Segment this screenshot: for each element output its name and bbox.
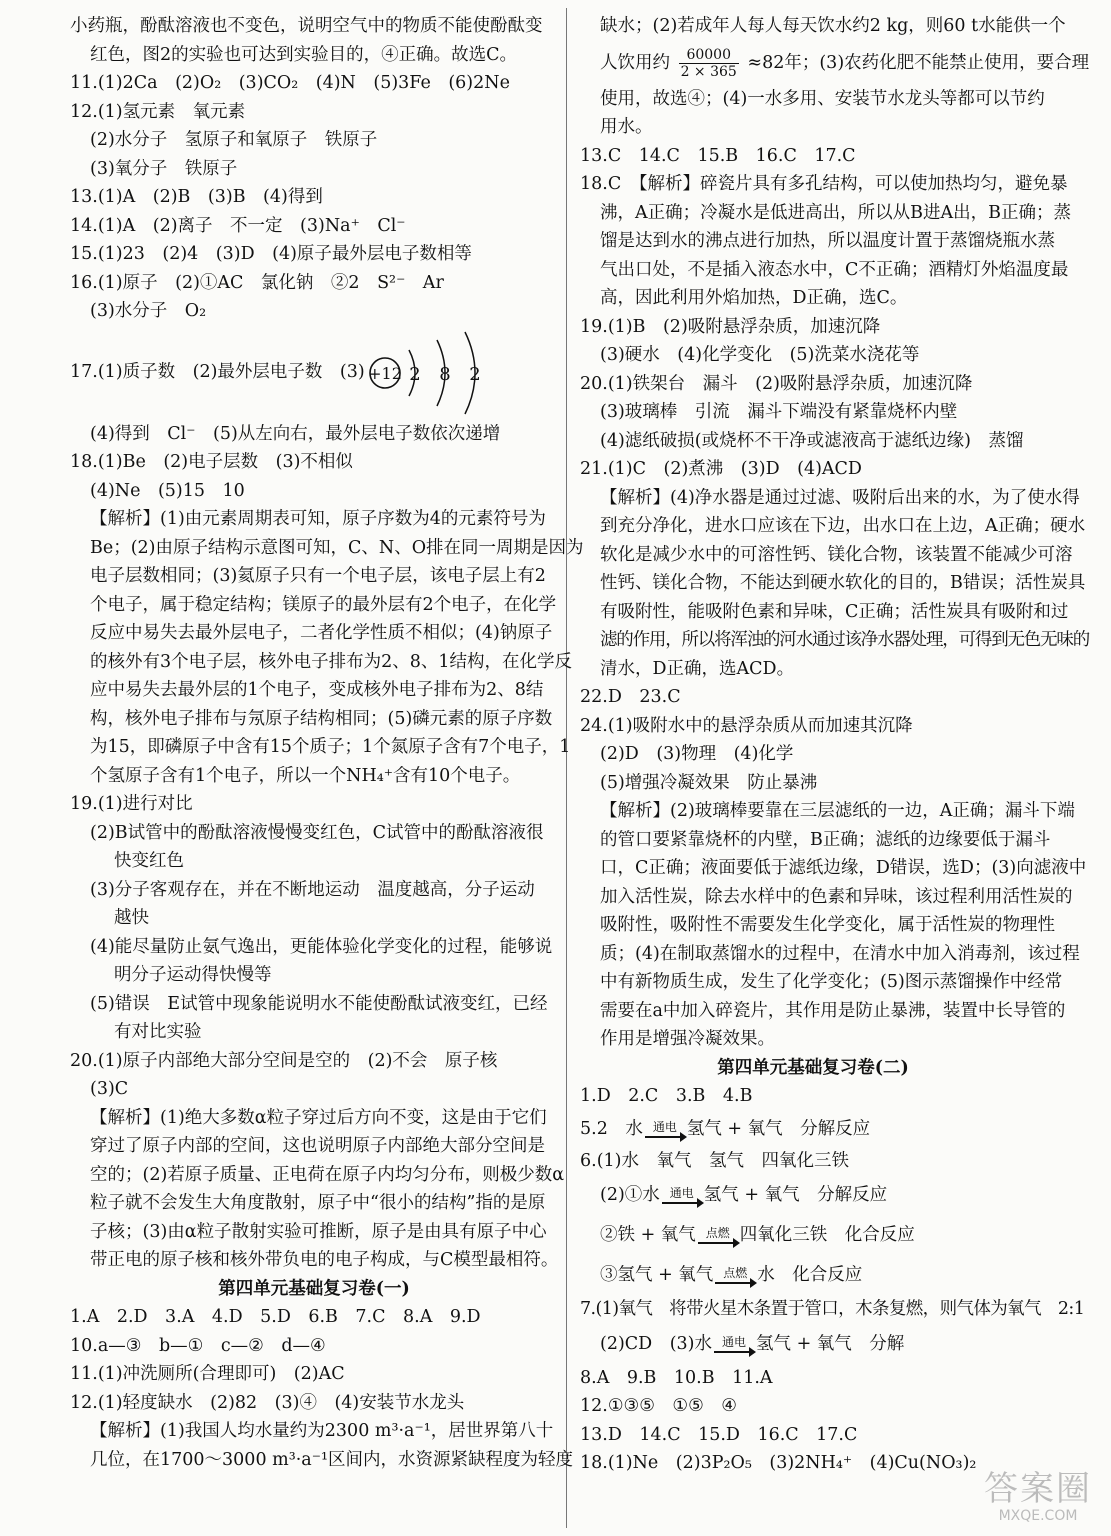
text-line: 个电子，属于稳定结构；镁原子的最外层有2个电子，在化学	[90, 594, 557, 615]
text-line: 几位，在1700～3000 m³·a⁻¹区间内，水资源紧缺程度为轻度	[90, 1449, 573, 1470]
text-line: 18.C 【解析】碎瓷片具有多孔结构，可以使加热均匀，避免暴	[580, 174, 1068, 194]
eq-product: 四氧化三铁 化合反应	[739, 1225, 915, 1245]
text-line: (2)水分子 氢原子和氧原子 铁原子	[90, 130, 378, 150]
text-line: (4)得到 Cl⁻ (5)从左向右，最外层电子数依次递增	[90, 423, 501, 444]
text-line: 18.(1)Ne (2)3P₂O₅ (3)2NH₄⁺ (4)Cu(NO₃)₂	[580, 1453, 977, 1473]
eq-reactant: (2)CD (3)水	[600, 1333, 712, 1354]
text-line: 12.①③⑤ ①⑤ ④	[580, 1396, 737, 1416]
text-line: 【解析】(1)我国人均水量约为2300 m³·a⁻¹，居世界第八十	[90, 1421, 554, 1441]
text-line: 21.(1)C (2)煮沸 (3)D (4)ACD	[580, 459, 862, 479]
text-line: 性钙、镁化合物，不能达到硬水软化的目的，B错误；活性炭具	[600, 573, 1086, 593]
text-line: 6.(1)水 氧气 氢气 四氧化三铁	[580, 1150, 849, 1171]
condition-arrow	[645, 1121, 685, 1138]
text-line: 越快	[114, 908, 149, 928]
text-line: 12.(1)轻度缺水 (2)82 (3)④ (4)安装节水龙头	[70, 1392, 465, 1413]
equation-line	[580, 1111, 1046, 1147]
text-line: 空的；(2)若原子质量、正电荷在原子内均匀分布，则极少数α	[90, 1164, 565, 1185]
condition-label: 点燃	[705, 1226, 730, 1240]
text-line: 15.(1)23 (2)4 (3)D (4)原子最外层电子数相等	[70, 244, 472, 264]
eq-product: 水 化合反应	[757, 1265, 863, 1285]
text-line: 中有新物质生成，发生了化学变化；(5)图示蒸馏操作中经常	[600, 972, 1063, 992]
right-column	[580, 12, 1090, 1478]
text-line: Be；(2)由原子结构示意图可知，C、N、O排在同一周期是因为	[90, 537, 584, 558]
fraction	[679, 47, 739, 80]
text-line: (2)D (3)物理 (4)化学	[600, 744, 794, 764]
text-line: 7.(1)氧气 将带火星木条置于管口，木条复燃，则气体为氧气 2:1	[580, 1299, 1085, 1319]
text-line: 气出口处，不是插入液态水中，C不正确；酒精灯外焰温度最	[600, 259, 1069, 280]
text-line: 快变红色	[114, 851, 184, 871]
text-line: 19.(1)B (2)吸附悬浮杂质，加速沉降	[580, 316, 881, 337]
text-line: (3)分子客观存在，并在不断地运动 温度越高，分子运动	[90, 879, 535, 900]
eq-reactant: ③氢气 + 氧气	[600, 1265, 714, 1285]
eq-product: 氢气 + 氧气 分解反应	[703, 1185, 888, 1205]
text-line: 清水，D正确，选ACD。	[600, 658, 795, 679]
text-line: 作用是增强冷凝效果。	[600, 1029, 775, 1049]
text-line: 22.D 23.C	[580, 687, 681, 707]
text-line: 19.(1)进行对比	[70, 794, 193, 814]
condition-arrow	[698, 1227, 738, 1244]
equation-line	[580, 1175, 1046, 1215]
text-line: (4)滤纸破损(或烧杯不干净或滤液高于滤纸边缘) 蒸馏	[600, 430, 1024, 451]
text-line: 11.(1)冲洗厕所(合理即可) (2)AC	[70, 1364, 345, 1384]
text-line: 10.a—③ b—① c—② d—④	[70, 1335, 326, 1356]
text-line: (2)B试管中的酚酞溶液慢慢变红色，C试管中的酚酞溶液很	[90, 822, 544, 843]
text-line: (4)能尽量防止氨气逸出，更能体验化学变化的过程，能够说	[90, 936, 553, 957]
watermark-logo	[979, 1470, 1097, 1530]
text-line: 13.C 14.C 15.B 16.C 17.C	[580, 145, 856, 166]
text-line: 沸，A正确；冷凝水是低进高出，所以从B进A出，B正确；蒸	[600, 202, 1071, 223]
text-line: 电子层数相同；(3)氦原子只有一个电子层，该电子层上有2	[90, 566, 546, 586]
shell-electrons-3: 2	[468, 363, 481, 385]
text-line: 18.(1)Be (2)电子层数 (3)不相似	[70, 452, 353, 472]
fraction-numerator: 60000	[679, 47, 739, 64]
nucleus-charge: +12	[367, 363, 402, 383]
text-line: 1.A 2.D 3.A 4.D 5.D 6.B 7.C 8.A 9.D	[70, 1307, 481, 1327]
text-line: 明分子运动得快慢等	[114, 965, 272, 985]
text-line: 20.(1)铁架台 漏斗 (2)吸附悬浮杂质，加速沉降	[580, 373, 973, 394]
text-line: 加入活性炭，除去水样中的色素和异味，该过程利用活性炭的	[600, 886, 1073, 907]
shell-electrons-2: 8	[438, 363, 451, 385]
text-line: 反应中易失去最外层电子，二者化学性质不相似；(4)钠原子	[90, 623, 553, 643]
text-line: (3)C	[90, 1079, 129, 1099]
eq-reactant: 5.2 水	[580, 1118, 643, 1139]
condition-label: 通电	[721, 1334, 746, 1349]
text-line: 滤的作用，所以将浑浊的河水通过该净水器处理，可得到无色无味的	[600, 630, 1089, 650]
text-line: 1.D 2.C 3.B 4.B	[580, 1086, 753, 1106]
text-line: 【解析】(1)绝大多数α粒子穿过后方向不变，这是由于它们	[90, 1107, 547, 1128]
text-line: 16.(1)原子 (2)①AC 氯化钠 ②2 S²⁻ Ar	[70, 272, 444, 293]
section-title: 第四单元基础复习卷(二)	[717, 1057, 909, 1078]
text-line: 【解析】(1)由元素周期表可知，原子序数为4的元素符号为	[90, 509, 546, 529]
text-line: (5)增强冷凝效果 防止暴沸	[600, 772, 818, 793]
text-line: 缺水；(2)若成年人每人每天饮水约2 kg，则60 t水能供一个	[600, 16, 1066, 36]
text-line: 质；(4)在制取蒸馏水的过程中，在清水中加入消毒剂，该过程	[600, 943, 1080, 964]
text-line: (3)玻璃棒 引流 漏斗下端没有紧靠烧杯内壁	[600, 402, 958, 422]
equation-line	[580, 1215, 1046, 1255]
text-line: 有对比实验	[114, 1022, 202, 1042]
text-line: 11.(1)2Ca (2)O₂ (3)CO₂ (4)N (5)3Fe (6)2Ne	[70, 73, 510, 93]
text-line: 馏是达到水的沸点进行加热，所以温度计置于蒸馏烧瓶水蒸	[600, 231, 1055, 251]
text-line: 有吸附性，能吸附色素和异味，C正确；活性炭具有吸附和过	[600, 601, 1069, 622]
condition-label: 通电	[669, 1186, 694, 1200]
text-line: 13.(1)A (2)B (3)B (4)得到	[70, 187, 323, 207]
text-line: 【解析】(4)净水器是通过过滤、吸附后出来的水，为了使水得	[600, 487, 1080, 508]
fraction-denominator: 2 × 365	[680, 63, 737, 80]
text-line: 吸附性，吸附性不需要发生化学变化，属于活性炭的物理性	[600, 915, 1055, 935]
text-line: (5)错误 E试管中现象能说明水不能使酚酞试液变红，已经	[90, 993, 548, 1014]
left-column	[70, 12, 584, 1474]
text-line: 构，核外电子排布与氖原子结构相同；(5)磷元素的原子序数	[90, 708, 553, 729]
column-divider	[566, 8, 567, 1528]
text-line: 子核；(3)由α粒子散射实验可推断，原子是由具有原子中心	[90, 1221, 547, 1242]
eq-reactant: (2)①水	[600, 1185, 660, 1205]
shell-electrons-1: 2	[408, 363, 421, 385]
text-line: 口，C正确；液面要低于滤纸边缘，D错误，选D；(3)向滤液中	[600, 858, 1087, 878]
text-line: 24.(1)吸附水中的悬浮杂质从而加速其沉降	[580, 715, 913, 736]
atom-structure-line	[70, 326, 558, 420]
text-line: 红色，图2的实验也可达到实验目的，④正确。故选C。	[90, 44, 518, 65]
text-line: 用水。	[600, 117, 653, 137]
text-line: 应中易失去最外层的1个电子，变成核外电子排布为2、8结	[90, 680, 544, 700]
text-line: 13.D 14.C 15.D 16.C 17.C	[580, 1424, 858, 1445]
text-line: 12.(1)氢元素 氧元素	[70, 101, 246, 122]
text-line: 20.(1)原子内部绝大部分空间是空的 (2)不会 原子核	[70, 1050, 498, 1071]
text-line: 的核外有3个电子层，核外电子排布为2、8、1结构，在化学反	[90, 651, 573, 672]
condition-label: 通电	[652, 1119, 677, 1134]
text-line: 需要在a中加入碎瓷片，其作用是防止暴沸，装置中长导管的	[600, 1000, 1066, 1021]
text-line: (3)硬水 (4)化学变化 (5)洗菜水浇花等	[600, 345, 920, 365]
text-line: 粒子就不会发生大角度散射，原子中“很小的结构”指的是原	[90, 1193, 546, 1213]
equation-line	[580, 1324, 1046, 1364]
watermark-url: MXQE.COM	[998, 1508, 1078, 1524]
text-line: 的管口要紧靠烧杯的内壁，B正确；滤纸的边缘要低于漏斗	[600, 829, 1051, 850]
eq-product: 氢气 + 氧气 分解	[756, 1333, 905, 1354]
text-line: (4)Ne (5)15 10	[90, 480, 245, 501]
fraction-pre: 人饮用约	[600, 52, 670, 73]
atom-structure-diagram	[367, 328, 517, 418]
condition-arrow	[714, 1336, 754, 1353]
eq-reactant: ②铁 + 氧气	[600, 1225, 696, 1245]
text-line: 使用，故选④；(4)一水多用、安装节水龙头等都可以节约	[600, 88, 1045, 109]
fraction-post: ≈82年；(3)农药化肥不能禁止使用，要合理	[747, 52, 1090, 73]
condition-arrow	[715, 1267, 755, 1284]
text-line: 为15，即磷原子中含有15个质子；1个氮原子含有7个电子，1	[90, 737, 571, 757]
text-line: 穿过了原子内部的空间，这也说明原子内部绝大部分空间是	[90, 1136, 545, 1156]
q17-label: 17.(1)质子数 (2)最外层电子数 (3)	[70, 362, 365, 383]
text-line: 14.(1)A (2)离子 不一定 (3)Na⁺ Cl⁻	[70, 215, 406, 236]
text-line: (3)氧分子 铁原子	[90, 158, 238, 179]
section-title: 第四单元基础复习卷(一)	[218, 1278, 410, 1299]
text-line: 到充分净化，进水口应该在下边，出水口在上边，A正确；硬水	[600, 516, 1086, 536]
text-line: 个氢原子含有1个电子，所以一个NH₄⁺含有10个电子。	[90, 765, 521, 786]
text-line: 带正电的原子核和核外带负电的电子构成，与C模型最相符。	[90, 1250, 559, 1270]
condition-arrow	[662, 1187, 702, 1204]
eq-product: 氢气 + 氧气 分解反应	[686, 1118, 871, 1139]
text-line: 软化是减少水中的可溶性钙、镁化合物，该装置不能减少可溶	[600, 544, 1073, 565]
text-line: 【解析】(2)玻璃棒要靠在三层滤纸的一边，A正确；漏斗下端	[600, 801, 1075, 821]
text-line: 高，因此利用外焰加热，D正确，选C。	[600, 288, 908, 308]
text-line: 小药瓶，酚酞溶液也不变色，说明空气中的物质不能使酚酞变	[70, 16, 543, 36]
text-line: (3)水分子 O₂	[90, 301, 207, 321]
text-line: 8.A 9.B 10.B 11.A	[580, 1367, 773, 1388]
condition-label: 点燃	[723, 1266, 748, 1280]
equation-line	[580, 1255, 1046, 1295]
watermark-text: 答案圈	[984, 1469, 1092, 1509]
fraction-line	[580, 41, 1090, 85]
